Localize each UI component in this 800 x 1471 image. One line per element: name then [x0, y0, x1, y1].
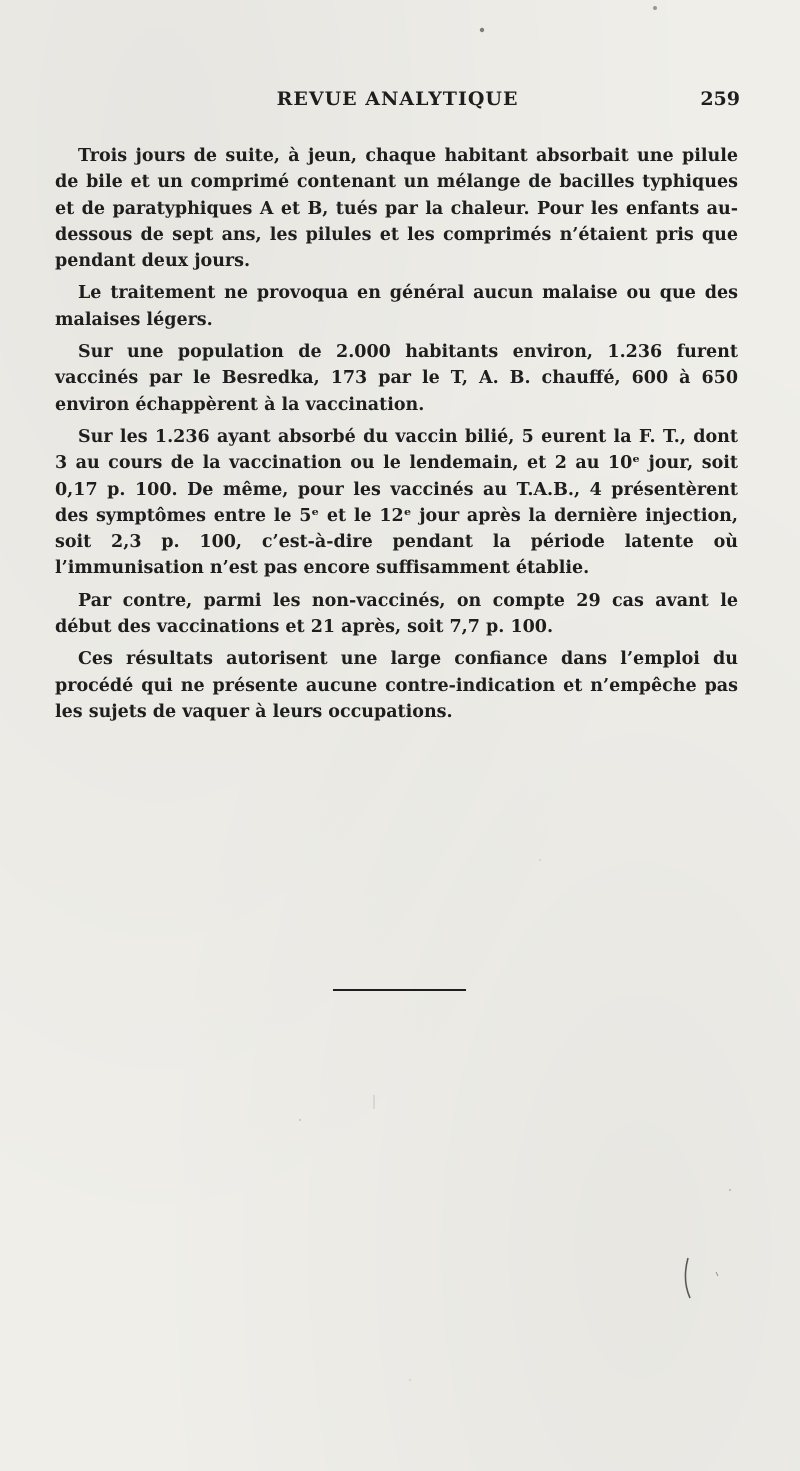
page-header [55, 88, 740, 118]
body-text [55, 143, 738, 731]
paragraph: Sur une population de 2.000 habitants environ, 1.236 furent vaccinés par le Besredka, 173 par le T, A. B. chauffé, 600 à 650 environ échappèrent à la vaccination. [55, 342, 738, 415]
paragraph: Sur les 1.236 ayant absorbé du vaccin bilié, 5 eurent la F. T., dont 3 au cours de la vaccination ou le lendemain, et 2 au 10ᵉ jour, soit 0,17 p. 100. De même, pour les vaccinés au T.A.B., 4 présentèrent des symptômes entre le 5ᵉ et le 12ᵉ jour après la dernière injection, soit 2,3 p. 100, c’est-à-dire pendant la période latente où l’immunisation n’est pas encore suffisamment établie. [55, 426, 738, 579]
running-title: REVUE ANALYTIQUE [276, 88, 519, 110]
paragraph: Trois jours de suite, à jeun, chaque habitant absorbait une pilule de bile et un comprimé contenant un mélange de bacilles typhiques et de paratyphiques A et B, tués par la chaleur. Pour les enfants au-dessous de sept ans, les pilules et les comprimés n’étaient pris que pendant deux jours. [55, 146, 738, 272]
paragraph: Par contre, parmi les non-vaccinés, on compte 29 cas avant le début des vaccinations et 21 après, soit 7,7 p. 100. [55, 590, 738, 638]
paragraph: Le traitement ne provoqua en général aucun malaise ou que des malaises légers. [55, 283, 738, 330]
section-end-rule [333, 989, 466, 991]
paragraph: Ces résultats autorisent une large confiance dans l’emploi du procédé qui ne présente aucune contre-indication et n’empêche pas les sujets de vaquer à leurs occupations. [55, 649, 738, 722]
page-number: 259 [700, 88, 740, 110]
